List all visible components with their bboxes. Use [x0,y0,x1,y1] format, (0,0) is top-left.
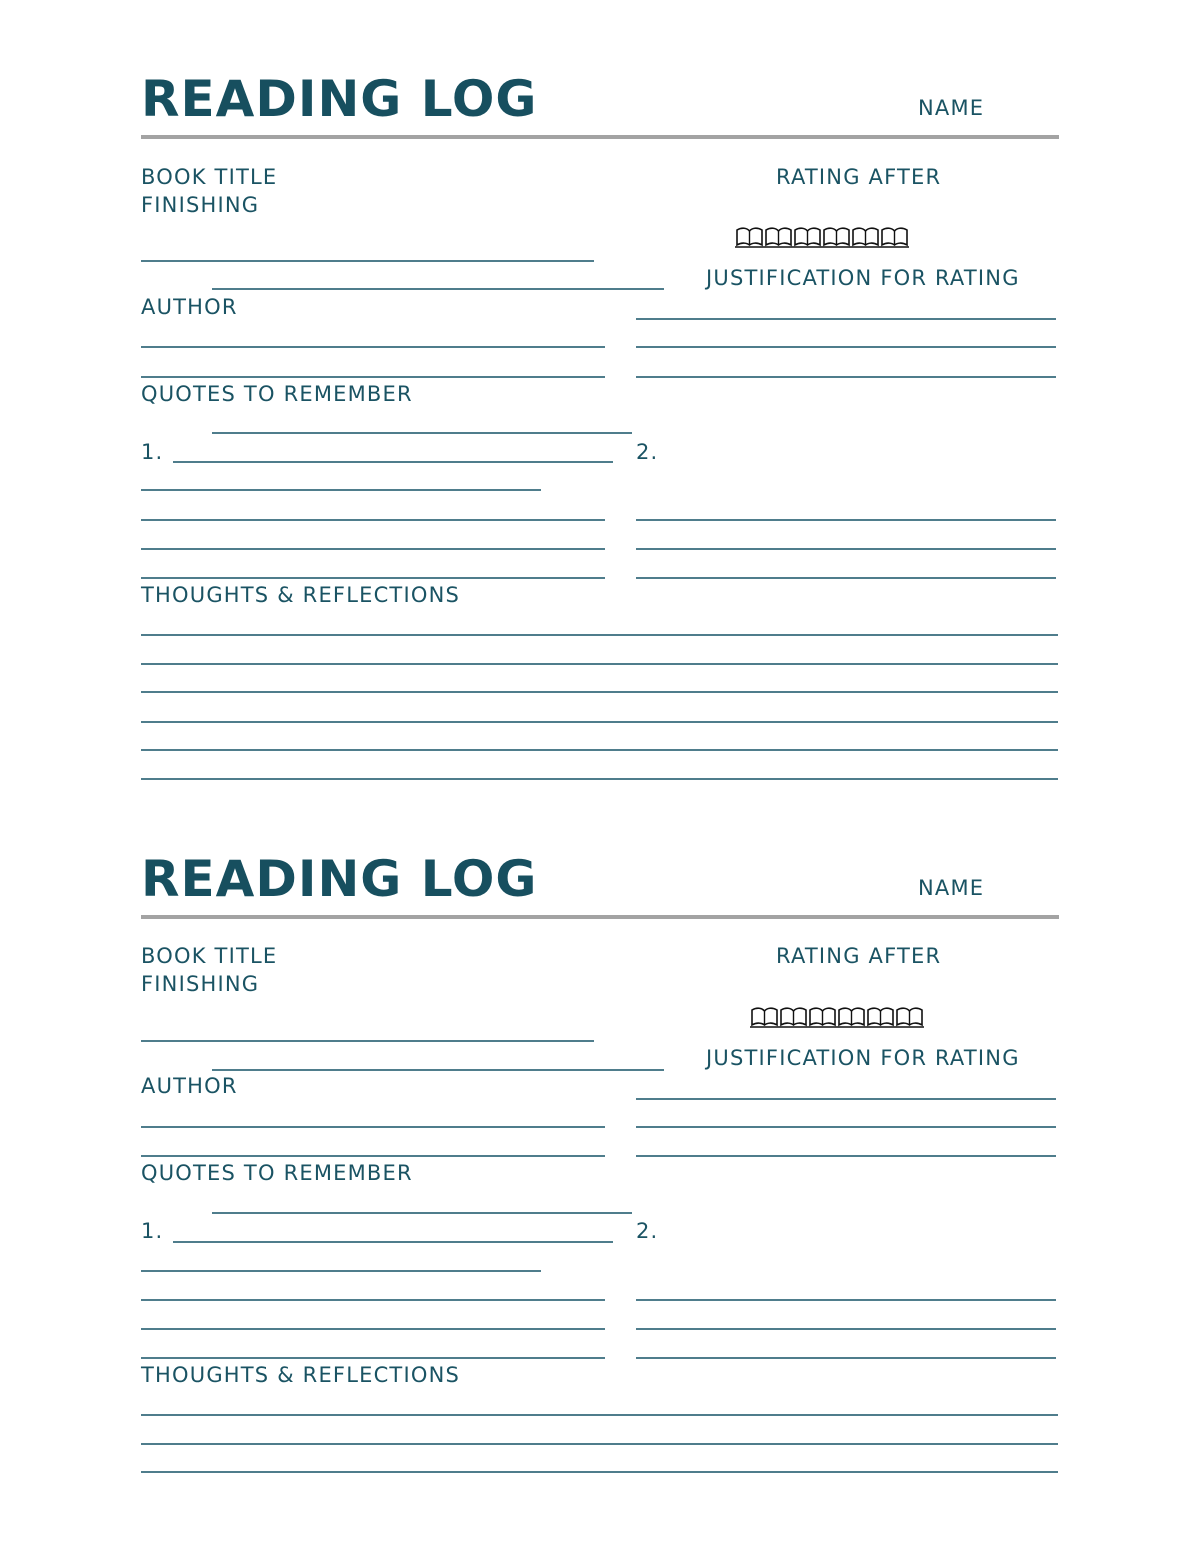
book-title-label: BOOK TITLE [141,944,278,968]
finishing-line[interactable] [212,1069,664,1071]
finishing-label: FINISHING [141,193,260,217]
quote-2-line[interactable] [636,577,1056,579]
thoughts-line[interactable] [141,691,1058,693]
author-line[interactable] [141,1126,605,1128]
author-line[interactable] [141,1155,605,1157]
book-title-label: BOOK TITLE [141,165,278,189]
justification-line[interactable] [636,1126,1056,1128]
quote-1-line[interactable] [141,1328,605,1330]
quote-1-line[interactable] [141,1299,605,1301]
quote-1-line[interactable] [173,1241,613,1243]
justification-label: JUSTIFICATION FOR RATING [706,266,1020,290]
header-divider [141,915,1059,919]
thoughts-line[interactable] [141,1414,1058,1416]
reading-log-2 [0,780,1200,1560]
quote-2-line[interactable] [636,519,1056,521]
thoughts-label: THOUGHTS & REFLECTIONS [141,583,461,607]
quote-2-line[interactable] [636,1299,1056,1301]
log-title: READING LOG [141,70,538,128]
quote-2-label: 2. [636,440,659,464]
quote-2-line[interactable] [636,548,1056,550]
quotes-label: QUOTES TO REMEMBER [141,1161,413,1185]
book-title-line[interactable] [141,260,594,262]
justification-line[interactable] [636,318,1056,320]
justification-line[interactable] [636,346,1056,348]
quote-2-label: 2. [636,1219,659,1243]
thoughts-line[interactable] [141,1443,1058,1445]
finishing-label: FINISHING [141,972,260,996]
quote-1-line[interactable] [141,1270,541,1272]
open-book-icon [735,226,764,248]
quote-1-line[interactable] [141,519,605,521]
quote-1-line[interactable] [173,461,613,463]
thoughts-line[interactable] [141,749,1058,751]
open-book-icon [793,226,822,248]
quote-1-line[interactable] [141,577,605,579]
open-book-icon [764,226,793,248]
rating-icons [750,1006,924,1028]
rating-after-label: RATING AFTER [776,165,942,189]
thoughts-label: THOUGHTS & REFLECTIONS [141,1363,461,1387]
name-label: NAME [918,876,985,900]
justification-label: JUSTIFICATION FOR RATING [706,1046,1020,1070]
quote-1-line[interactable] [141,489,541,491]
open-book-icon [808,1006,837,1028]
quote-1-label: 1. [141,440,164,464]
finishing-line[interactable] [212,288,664,290]
author-line[interactable] [141,376,605,378]
author-label: AUTHOR [141,295,238,319]
header-divider [141,135,1059,139]
open-book-icon [837,1006,866,1028]
thoughts-line[interactable] [141,1471,1058,1473]
open-book-icon [895,1006,924,1028]
quote-2-line[interactable] [636,1328,1056,1330]
open-book-icon [750,1006,779,1028]
thoughts-line[interactable] [141,634,1058,636]
open-book-icon [822,226,851,248]
log-title: READING LOG [141,850,538,908]
justification-line[interactable] [636,1098,1056,1100]
thoughts-line[interactable] [141,721,1058,723]
justification-line[interactable] [636,376,1056,378]
quotes-label: QUOTES TO REMEMBER [141,382,413,406]
book-title-line[interactable] [141,1040,594,1042]
quote-1-line[interactable] [141,1357,605,1359]
rating-icons [735,226,909,248]
open-book-icon [880,226,909,248]
quote-1-label: 1. [141,1219,164,1243]
open-book-icon [779,1006,808,1028]
thoughts-line[interactable] [141,663,1058,665]
quote-line[interactable] [212,1212,632,1214]
quote-1-line[interactable] [141,548,605,550]
author-line[interactable] [141,346,605,348]
justification-line[interactable] [636,1155,1056,1157]
open-book-icon [866,1006,895,1028]
author-label: AUTHOR [141,1074,238,1098]
quote-2-line[interactable] [636,1357,1056,1359]
quote-line[interactable] [212,432,632,434]
name-label: NAME [918,96,985,120]
rating-after-label: RATING AFTER [776,944,942,968]
open-book-icon [851,226,880,248]
